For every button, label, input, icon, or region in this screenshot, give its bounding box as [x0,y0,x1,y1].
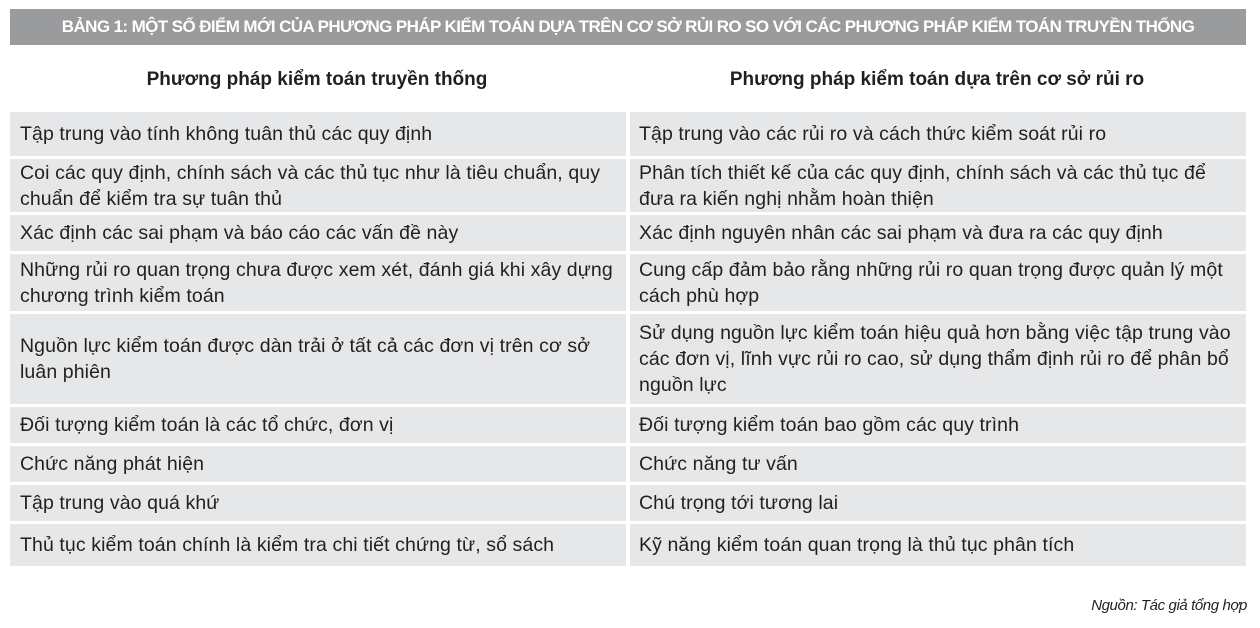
table-row [10,485,1246,521]
table-row [10,215,1246,251]
risk-based-cell: Kỹ năng kiểm toán quan trọng là thủ tục phân tích [630,524,1246,566]
traditional-cell: Đối tượng kiểm toán là các tổ chức, đơn vị [10,407,626,443]
traditional-cell: Tập trung vào tính không tuân thủ các quy định [10,112,626,156]
traditional-cell: Nguồn lực kiểm toán được dàn trải ở tất cả các đơn vị trên cơ sở luân phiên [10,314,626,404]
risk-based-cell: Đối tượng kiểm toán bao gồm các quy trình [630,407,1246,443]
table-row [10,446,1246,482]
table-row [10,112,1246,156]
risk-based-cell: Sử dụng nguồn lực kiểm toán hiệu quả hơn bằng việc tập trung vào các đơn vị, lĩnh vực rủi ro cao, sử dụng thẩm định rủi ro để phân bổ nguồn lực [630,314,1246,404]
traditional-cell: Chức năng phát hiện [10,446,626,482]
risk-based-cell: Tập trung vào các rủi ro và cách thức kiểm soát rủi ro [630,112,1246,156]
table-row [10,407,1246,443]
traditional-cell: Những rủi ro quan trọng chưa được xem xét, đánh giá khi xây dựng chương trình kiểm toán [10,254,626,311]
traditional-cell: Xác định các sai phạm và báo cáo các vấn đề này [10,215,626,251]
column-header-risk-based: Phương pháp kiểm toán dựa trên cơ sở rủi ro [729,69,1145,90]
traditional-cell: Tập trung vào quá khứ [10,485,626,521]
column-header-traditional: Phương pháp kiểm toán truyền thống [146,69,488,90]
risk-based-cell: Chú trọng tới tương lai [630,485,1246,521]
column-headers [10,60,1246,100]
traditional-cell: Thủ tục kiểm toán chính là kiểm tra chi tiết chứng từ, sổ sách [10,524,626,566]
comparison-table [10,112,1246,569]
risk-based-cell: Chức năng tư vấn [630,446,1246,482]
table-row [10,254,1246,311]
risk-based-cell: Phân tích thiết kế của các quy định, chính sách và các thủ tục để đưa ra kiến nghị nhằm hoàn thiện [630,159,1246,212]
source-note: Nguồn: Tác giả tổng hợp [1091,597,1247,614]
table-title: BẢNG 1: MỘT SỐ ĐIỂM MỚI CỦA PHƯƠNG PHÁP KIỂM TOÁN DỰA TRÊN CƠ SỞ RỦI RO SO VỚI CÁC PHƯƠNG PHÁP KIỂM TOÁN TRUYỀN THỐNG [10,9,1246,45]
traditional-cell: Coi các quy định, chính sách và các thủ tục như là tiêu chuẩn, quy chuẩn để kiểm tra sự tuân thủ [10,159,626,212]
risk-based-cell: Xác định nguyên nhân các sai phạm và đưa ra các quy định [630,215,1246,251]
risk-based-cell: Cung cấp đảm bảo rằng những rủi ro quan trọng được quản lý một cách phù hợp [630,254,1246,311]
table-row [10,524,1246,566]
table-row [10,314,1246,404]
table-row [10,159,1246,212]
